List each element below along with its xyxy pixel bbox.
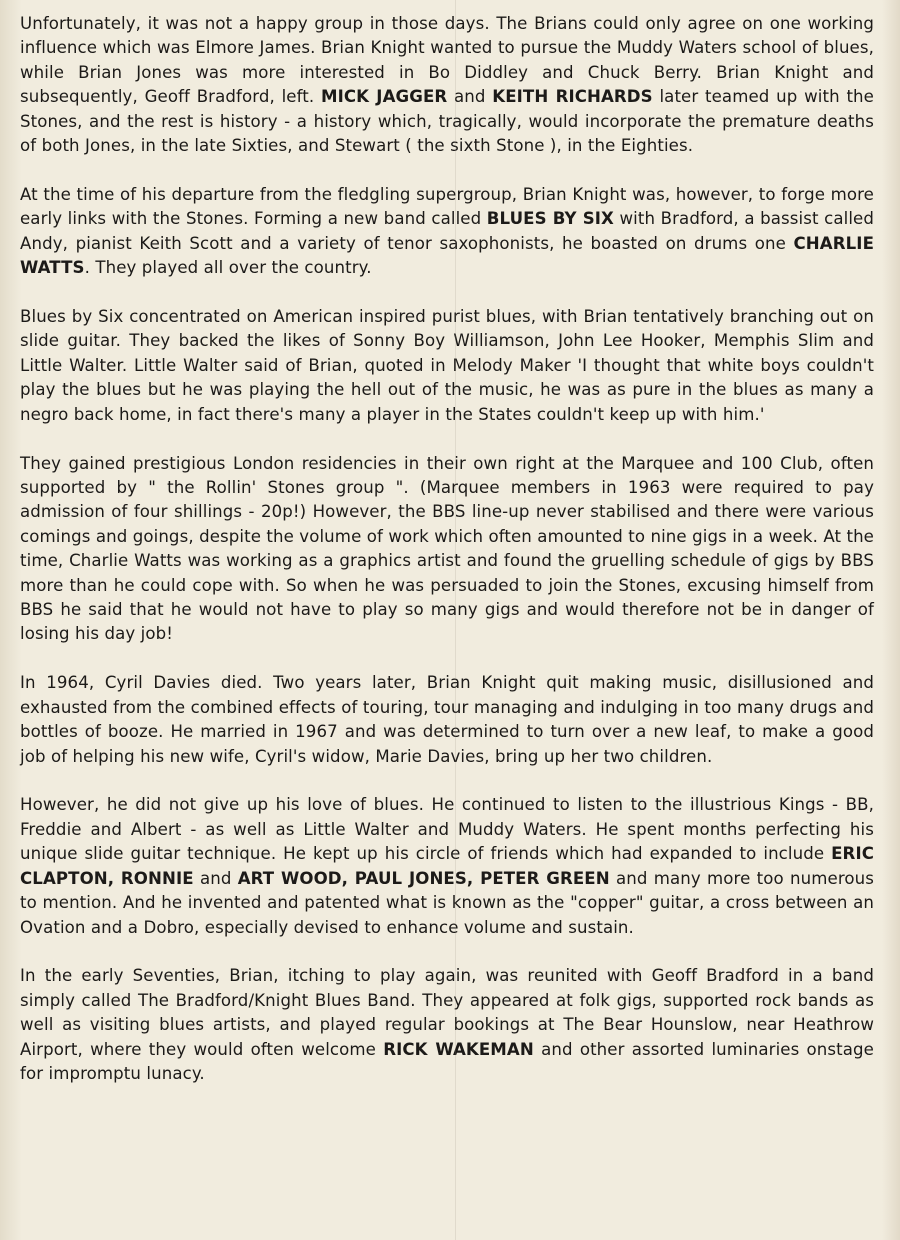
body-text: and (447, 87, 493, 107)
body-text: with Bradford, a bassist called Andy, pianist Keith Scott and a variety of tenor saxophonists, he boasted on drums one (20, 209, 874, 253)
paragraph (20, 452, 874, 647)
body-text: In 1964, Cyril Davies died. Two years later, Brian Knight quit making music, disillusioned and exhausted from the combined effects of touring, tour managing and indulging in too many drugs and bottles of booze. He married in 1967 and was determined to turn over a new leaf, to make a good job of helping his new wife, Cyril's widow, Marie Davies, bring up her two children. (20, 673, 874, 766)
paragraph (20, 305, 874, 427)
bold-name-text: RICK WAKEMAN (383, 1039, 534, 1059)
paragraph (20, 183, 874, 281)
body-text: In the early Seventies, Brian, itching to play again, was reunited with Geoff Bradford in a band simply called The Bradford/Knight Blues Band. They appeared at folk gigs, supported rock bands as well as visiting blues artists, and played regular bookings at The Bear Hounslow, near Heathrow Airport, where they would often welcome (20, 966, 874, 1059)
paragraph (20, 964, 874, 1086)
bold-name-text: BLUES BY SIX (486, 209, 614, 229)
body-text: and other assorted luminaries onstage for impromptu lunacy. (20, 1039, 874, 1084)
bold-name-text: CHARLIE WATTS (20, 233, 874, 278)
body-text: and many more too numerous to mention. And he invented and patented what is known as the "copper" guitar, a cross between an Ovation and a Dobro, especially devised to enhance volume and sustain. (20, 868, 874, 937)
paper-fold-line (455, 0, 456, 1240)
paragraph (20, 12, 874, 158)
body-text: and (193, 868, 238, 888)
body-text: They gained prestigious London residencies in their own right at the Marquee and 100 Club, often supported by " the Rollin' Stones group ". (Marquee members in 1963 were required to pay admission of four shillings - 20p!) However, the BBS line-up never stabilised and there were various comings and goings, despite the volume of work which often amounted to nine gigs in a week. At the time, Charlie Watts was working as a graphics artist and found the gruelling schedule of gigs by BBS more than he could cope with. So when he was persuaded to join the Stones, excusing himself from BBS he said that he would not have to play so many gigs and would therefore not be in danger of losing his day job! (20, 453, 874, 644)
paragraph (20, 793, 874, 939)
body-text: Blues by Six concentrated on American inspired purist blues, with Brian tentatively branching out on slide guitar. They backed the likes of Sonny Boy Williamson, John Lee Hooker, Memphis Slim and Little Walter. Little Walter said of Brian, quoted in Melody Maker 'I thought that white boys couldn't play the blues but he was playing the hell out of the music, he was as pure in the blues as many a negro back home, in fact there's many a player in the States couldn't keep up with him.' (20, 307, 874, 424)
body-text: Unfortunately, it was not a happy group in those days. The Brians could only agree on one working influence which was Elmore James. Brian Knight wanted to pursue the Muddy Waters school of blues, while Brian Jones was more interested in Bo Diddley and Chuck Berry. Brian Knight and subsequently, Geoff Bradford, left. (20, 14, 874, 107)
body-text: later teamed up with the Stones, and the rest is history - a history which, tragically, would incorporate the premature deaths of both Jones, in the late Sixties, and Stewart ( the sixth Stone ), in the Eighties. (20, 87, 874, 156)
bold-name-text: ERIC CLAPTON, RONNIE (20, 844, 874, 888)
body-text: At the time of his departure from the fledgling supergroup, Brian Knight was, however, to forge more early links with the Stones. Forming a new band called (20, 184, 874, 229)
body-text: However, he did not give up his love of blues. He continued to listen to the illustrious Kings - BB, Freddie and Albert - as well as Little Walter and Muddy Waters. He spent months perfecting his unique slide guitar technique. He kept up his circle of friends which had expanded to include (20, 795, 874, 864)
bold-name-text: MICK JAGGER (320, 87, 448, 107)
bold-name-text: KEITH RICHARDS (492, 87, 653, 107)
body-text: . They played all over the country. (84, 258, 372, 278)
article-body (20, 12, 874, 1086)
paragraph (20, 671, 874, 769)
bold-name-text: ART WOOD, PAUL JONES, PETER GREEN (237, 868, 610, 888)
